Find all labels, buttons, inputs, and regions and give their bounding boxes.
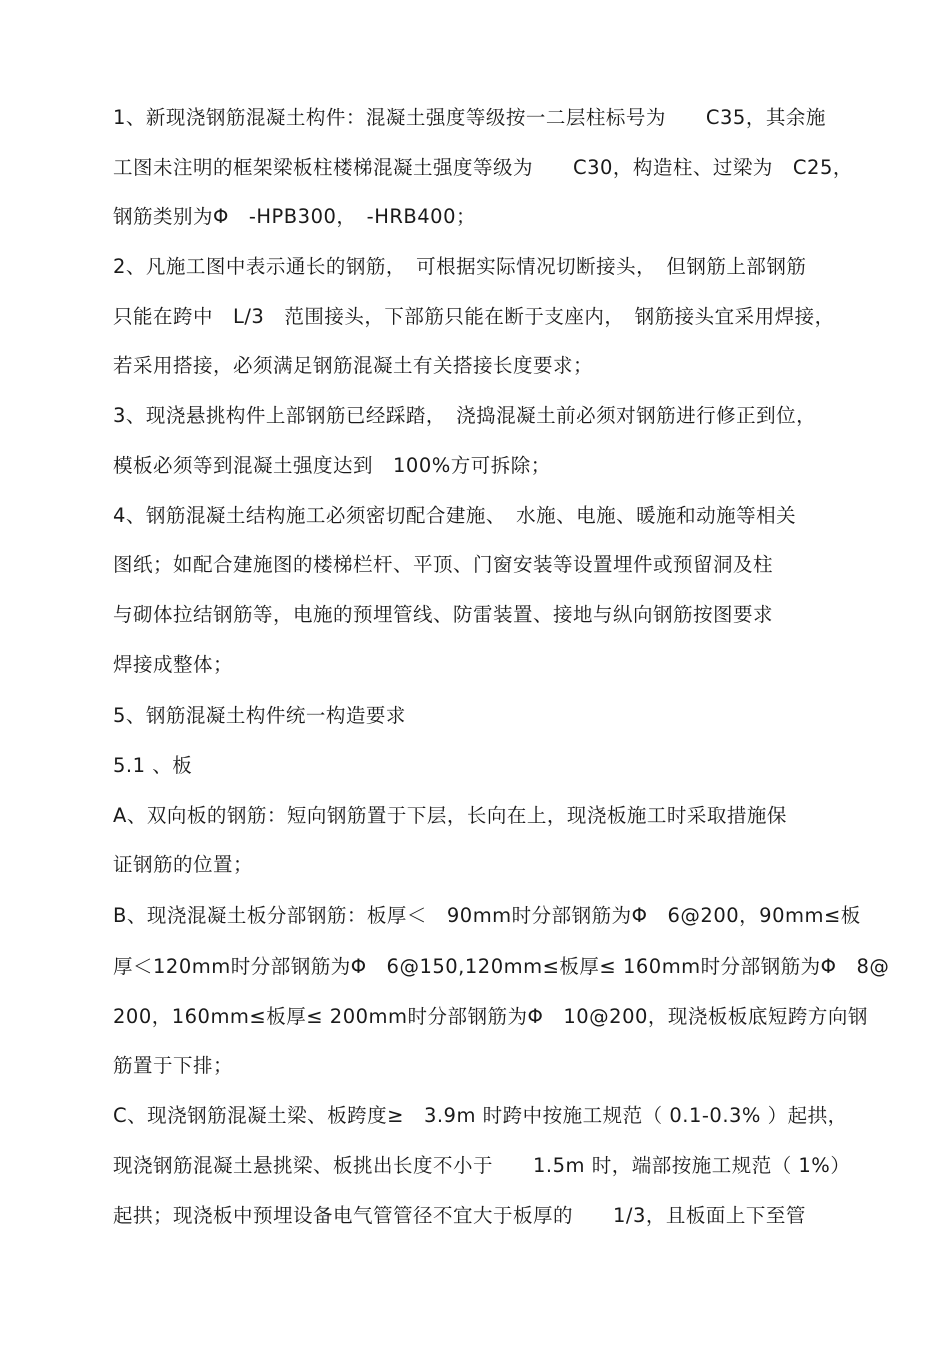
text-line: 若采用搭接，必须满足钢筋混凝土有关搭接长度要求； [113, 354, 594, 377]
text-line: 5、钢筋混凝土构件统一构造要求 [113, 704, 406, 727]
text-line: C、现浇钢筋混凝土梁、板跨度≥ 3.9m 时跨中按施工规范（ 0.1-0.3% ）起拱， [113, 1104, 848, 1127]
text-line: 模板必须等到混凝土强度达到 100%方可拆除； [113, 454, 551, 477]
text-line: 5.1 、板 [113, 754, 193, 777]
text-line: 3、现浇悬挑构件上部钢筋已经踩踏， 浇捣混凝土前必须对钢筋进行修正到位， [113, 404, 817, 427]
text-line: 与砌体拉结钢筋等，电施的预埋管线、防雷装置、接地与纵向钢筋按图要求 [113, 603, 774, 626]
text-line: A、双向板的钢筋：短向钢筋置于下层，长向在上，现浇板施工时采取措施保 [113, 804, 787, 827]
text-line: 钢筋类别为Φ -HPB300， -HRB400； [113, 205, 477, 228]
text-line: 2、凡施工图中表示通长的钢筋， 可根据实际情况切断接头， 但钢筋上部钢筋 [113, 255, 807, 278]
text-line: 图纸；如配合建施图的楼梯栏杆、平顶、门窗安装等设置埋件或预留洞及柱 [113, 553, 774, 576]
text-line: 4、钢筋混凝土结构施工必须密切配合建施、 水施、电施、暖施和动施等相关 [113, 504, 797, 527]
text-line: B、现浇混凝土板分部钢筋：板厚＜ 90mm时分部钢筋为Φ 6@200，90mm≤板 [113, 904, 861, 927]
text-line: 200，160mm≤板厚≤ 200mm时分部钢筋为Φ 10@200，现浇板板底短跨方向钢 [113, 1005, 868, 1028]
text-line: 证钢筋的位置； [113, 853, 254, 876]
text-line: 厚＜120mm时分部钢筋为Φ 6@150,120mm≤板厚≤ 160mm时分部钢筋为Φ 8@ [113, 955, 890, 978]
text-line: 焊接成整体； [113, 653, 234, 676]
text-line: 1、新现浇钢筋混凝土构件：混凝土强度等级按一二层柱标号为 C35，其余施 [113, 106, 826, 129]
text-line: 只能在跨中 L/3 范围接头，下部筋只能在断于支座内， 钢筋接头宜采用焊接， [113, 305, 835, 328]
text-line: 现浇钢筋混凝土悬挑梁、板挑出长度不小于 1.5m 时，端部按施工规范（ 1%） [113, 1154, 851, 1177]
text-line: 起拱；现浇板中预埋设备电气管管径不宜大于板厚的 1/3，且板面上下至管 [113, 1204, 806, 1227]
text-line: 工图未注明的框架梁板柱楼梯混凝土强度等级为 C30，构造柱、过梁为 C25， [113, 156, 853, 179]
text-line: 筋置于下排； [113, 1054, 234, 1077]
